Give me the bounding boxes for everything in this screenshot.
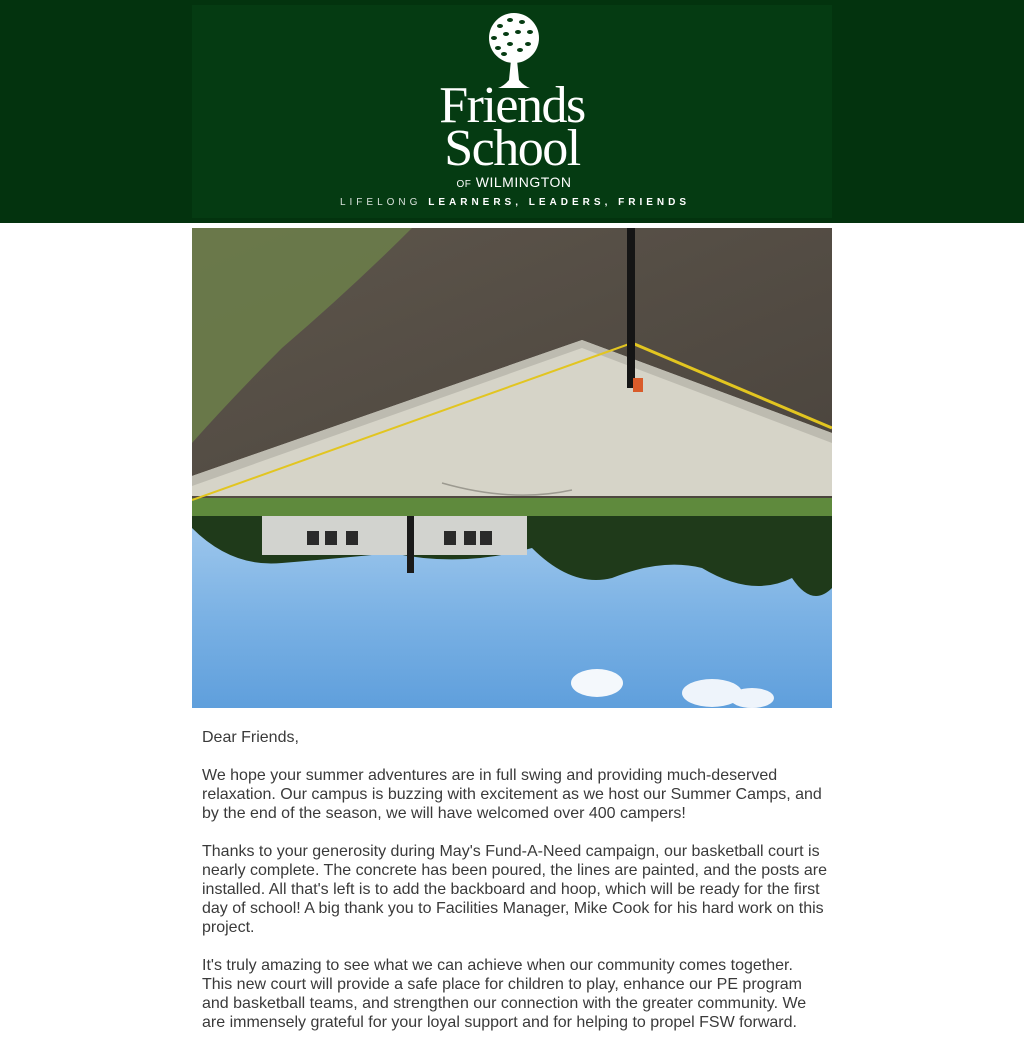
logo-of-text: OF xyxy=(456,179,472,190)
letter-body xyxy=(202,728,827,1051)
letter-paragraph: We hope your summer adventures are in full swing and providing much-deserved relaxation. Our campus is buzzing with excitement as we host our Summer Camps, and by the end of the season, we will have welcomed over 400 campers! xyxy=(202,767,822,822)
logo-wordmark-friends: Friends xyxy=(439,77,585,134)
letter-paragraph: Thanks to your generosity during May's Fund-A-Need campaign, our basketball court is nearly complete. The concrete has been poured, the lines are painted, and the posts are installed. All that's left is to add the backboard and hoop, which will be ready for the first day of school! A big thank you to Facilities Manager, Mike Cook for his hard work on this project. xyxy=(202,843,827,936)
basketball-court-photo xyxy=(192,228,832,708)
logo-city-text: WILMINGTON xyxy=(475,174,572,190)
logo-location xyxy=(0,174,1024,190)
logo-wordmark-school: School xyxy=(444,120,580,177)
letter-greeting: Dear Friends, xyxy=(202,729,299,746)
tagline xyxy=(0,197,1024,208)
tagline-light: LIFELONG xyxy=(339,197,422,208)
letter-paragraph: It's truly amazing to see what we can achieve when our community comes together. This new court will provide a safe place for children to play, enhance our PE program and basketball teams, and strengthen our connection with the greater community. We are immensely grateful for your loyal support and for helping to propel FSW forward. xyxy=(202,957,807,1031)
tagline-bold: LEARNERS, LEADERS, FRIENDS xyxy=(428,197,691,208)
